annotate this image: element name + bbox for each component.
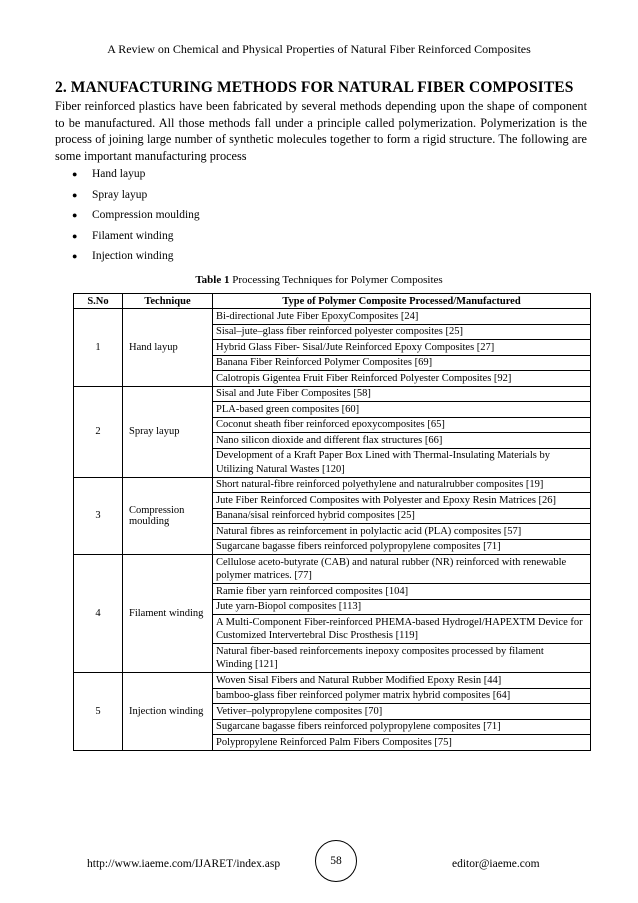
- cell-composite-type: Sugarcane bagasse fibers reinforced polypropylene composites [71]: [213, 539, 591, 555]
- section-title: 2. MANUFACTURING METHODS FOR NATURAL FIBER COMPOSITES: [55, 79, 574, 96]
- bullet-icon: ●: [72, 189, 78, 200]
- cell-composite-type: Ramie fiber yarn reinforced composites [104]: [213, 584, 591, 600]
- cell-composite-type: PLA-based green composites [60]: [213, 402, 591, 418]
- cell-sno: 2: [74, 386, 123, 477]
- cell-composite-type: Hybrid Glass Fiber- Sisal/Jute Reinforced Epoxy Composites [27]: [213, 340, 591, 356]
- cell-sno: 5: [74, 673, 123, 751]
- cell-composite-type: Vetiver–polypropylene composites [70]: [213, 704, 591, 720]
- list-item-label: Compression moulding: [92, 209, 200, 221]
- cell-composite-type: bamboo-glass fiber reinforced polymer matrix hybrid composites [64]: [213, 688, 591, 704]
- table-body: [74, 309, 591, 751]
- cell-sno: 3: [74, 477, 123, 555]
- cell-composite-type: Banana Fiber Reinforced Polymer Composites [69]: [213, 355, 591, 371]
- processing-techniques-table: [73, 293, 591, 751]
- cell-technique: Injection winding: [123, 673, 213, 751]
- bullet-icon: ●: [72, 169, 78, 179]
- page-number: 58: [315, 840, 357, 882]
- cell-composite-type: Bi-directional Jute Fiber EpoxyComposites [24]: [213, 309, 591, 325]
- bullet-icon: ●: [72, 210, 78, 220]
- cell-composite-type: Short natural-fibre reinforced polyethylene and naturalrubber composites [19]: [213, 477, 591, 493]
- list-item-label: Injection winding: [92, 250, 174, 262]
- cell-technique: Filament winding: [123, 555, 213, 673]
- cell-composite-type: Banana/sisal reinforced hybrid composites [25]: [213, 508, 591, 524]
- cell-composite-type: Natural fibres as reinforcement in polylactic acid (PLA) composites [57]: [213, 524, 591, 540]
- footer-url: http://www.iaeme.com/IJARET/index.asp: [87, 858, 281, 870]
- cell-composite-type: Sugarcane bagasse fibers reinforced polypropylene composites [71]: [213, 719, 591, 735]
- header-sno: S.No: [74, 294, 123, 309]
- table-caption-label: Table 1: [195, 274, 230, 286]
- cell-technique: Hand layup: [123, 309, 213, 387]
- table-header-row: [74, 294, 591, 309]
- cell-composite-type: A Multi-Component Fiber-reinforced PHEMA-based Hydrogel/HAPEXTM Device for Customized Intervertebral Disc Prosthesis [119]: [213, 615, 591, 644]
- table-row: [74, 309, 591, 325]
- list-item: [72, 226, 200, 247]
- cell-composite-type: Polypropylene Reinforced Palm Fibers Composites [75]: [213, 735, 591, 751]
- list-item-label: Spray layup: [92, 188, 148, 201]
- cell-composite-type: Sisal and Jute Fiber Composites [58]: [213, 386, 591, 402]
- cell-composite-type: Development of a Kraft Paper Box Lined with Thermal-Insulating Materials by Utilizing Natural Wastes [120]: [213, 448, 591, 477]
- cell-composite-type: Natural fiber-based reinforcements inepoxy composites processed by filament Winding [121]: [213, 644, 591, 673]
- list-item: [72, 205, 200, 226]
- cell-composite-type: Coconut sheath fiber reinforced epoxycomposites [65]: [213, 417, 591, 433]
- cell-composite-type: Jute yarn-Biopol composites [113]: [213, 599, 591, 615]
- cell-composite-type: Calotropis Gigentea Fruit Fiber Reinforced Polyester Composites [92]: [213, 371, 591, 387]
- list-item-label: Filament winding: [92, 229, 174, 242]
- table-row: [74, 477, 591, 493]
- cell-composite-type: Jute Fiber Reinforced Composites with Polyester and Epoxy Resin Matrices [26]: [213, 493, 591, 509]
- process-list: [72, 164, 200, 267]
- cell-technique: Compression moulding: [123, 477, 213, 555]
- cell-technique: Spray layup: [123, 386, 213, 477]
- header-type: Type of Polymer Composite Processed/Manufactured: [213, 294, 591, 309]
- cell-sno: 1: [74, 309, 123, 387]
- cell-sno: 4: [74, 555, 123, 673]
- bullet-icon: ●: [72, 251, 78, 261]
- cell-composite-type: Nano silicon dioxide and different flax structures [66]: [213, 433, 591, 449]
- running-head: A Review on Chemical and Physical Properties of Natural Fiber Reinforced Composites: [107, 42, 531, 56]
- table-row: [74, 555, 591, 584]
- footer-email: editor@iaeme.com: [452, 858, 540, 870]
- bullet-icon: ●: [72, 230, 78, 241]
- table-row: [74, 673, 591, 689]
- list-item-label: Hand layup: [92, 168, 146, 180]
- list-item: [72, 164, 200, 185]
- table-caption-text: Processing Techniques for Polymer Composites: [229, 274, 443, 286]
- list-item: [72, 185, 200, 206]
- cell-composite-type: Woven Sisal Fibers and Natural Rubber Modified Epoxy Resin [44]: [213, 673, 591, 689]
- table-caption: [0, 274, 638, 286]
- header-technique: Technique: [123, 294, 213, 309]
- list-item: [72, 246, 200, 267]
- table-row: [74, 386, 591, 402]
- cell-composite-type: Cellulose aceto-butyrate (CAB) and natural rubber (NR) reinforced with renewable polymer matrices. [77]: [213, 555, 591, 584]
- cell-composite-type: Sisal–jute–glass fiber reinforced polyester composites [25]: [213, 324, 591, 340]
- intro-paragraph: Fiber reinforced plastics have been fabricated by several methods depending upon the shape of component to be manufactured. All those methods fall under a principle called polymerization. Polymerization is the process of joining large number of synthetic molecules together to form a rigid structure. The following are some important manufacturing process: [55, 99, 587, 163]
